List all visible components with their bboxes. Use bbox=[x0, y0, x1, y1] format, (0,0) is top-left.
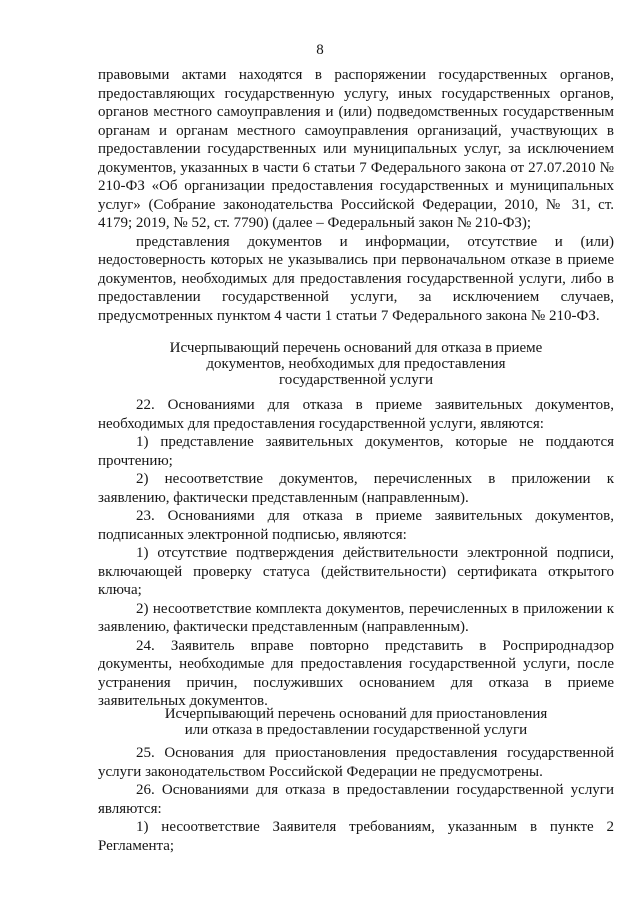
clause-22-item-1: 1) представление заявительных документов, которые не поддаются прочтению; bbox=[98, 434, 614, 469]
clause-22-item-2: 2) несоответствие документов, перечисленных в приложении к заявлению, фактически представленным (направленным). bbox=[98, 471, 614, 506]
page-number: 8 bbox=[316, 42, 324, 58]
heading-line: Исчерпывающий перечень оснований для приостановления bbox=[164, 706, 548, 722]
paragraph-block-2 bbox=[98, 396, 614, 711]
clause-26: 26. Основаниями для отказа в предоставлении государственной услуги являются: bbox=[98, 782, 614, 817]
clause-26-item-1: 1) несоответствие Заявителя требованиям, указанным в пункте 2 Регламента; bbox=[98, 819, 614, 854]
section-heading-refusal-acceptance bbox=[98, 340, 614, 388]
heading-line: государственной услуги bbox=[279, 372, 433, 388]
paragraph-legal-acts: правовыми актами находятся в распоряжении государственных органов, предоставляющих государственную услугу, иных государственных органов, органов местного самоуправления и (или) подведомственных государственным органам и органам местного самоуправления организаций, участвующих в предоставлении государственных или муниципальных услуг, за исключением документов, указанных в части 6 статьи 7 Федерального закона от 27.07.2010 № 210-ФЗ «Об организации предоставления государственных и муниципальных услуг» (Собрание законодательства Российской Федерации, 2010, № 31, ст. 4179; 2019, № 52, ст. 7790) (далее – Федеральный закон № 210-ФЗ); bbox=[98, 67, 614, 231]
clause-22: 22. Основаниями для отказа в приеме заявительных документов, необходимых для предоставления государственной услуги, являются: bbox=[98, 397, 614, 432]
heading-line: Исчерпывающий перечень оснований для отказа в приеме bbox=[169, 340, 543, 356]
clause-23: 23. Основаниями для отказа в приеме заявительных документов, подписанных электронной подписью, являются: bbox=[98, 508, 614, 543]
clause-25: 25. Основания для приостановления предоставления государственной услуги законодательством Российской Федерации не предусмотрены. bbox=[98, 745, 614, 780]
paragraph-block-1 bbox=[98, 66, 614, 325]
clause-24: 24. Заявитель вправе повторно представить в Росприроднадзор документы, необходимые для предоставления государственной услуги, после устранения причин, послуживших основанием для отказа в приеме заявительных документов. bbox=[98, 637, 614, 709]
clause-23-item-2: 2) несоответствие комплекта документов, перечисленных в приложении к заявлению, фактически представленным (направленным). bbox=[98, 600, 614, 635]
clause-23-item-1: 1) отсутствие подтверждения действительности электронной подписи, включающей проверку статуса (действительности) сертификата открытого ключа; bbox=[98, 545, 614, 598]
paragraph-documents-info: представления документов и информации, отсутствие и (или) недостоверность которых не указывались при первоначальном отказе в приеме документов, необходимых для предоставления государственной услуги, либо в предоставлении государственной услуги, за исключением случаев, предусмотренных пунктом 4 части 1 статьи 7 Федерального закона № 210-ФЗ. bbox=[98, 233, 614, 324]
paragraph-block-3 bbox=[98, 744, 614, 855]
section-heading-suspension-refusal bbox=[98, 706, 614, 738]
heading-line: документов, необходимых для предоставления bbox=[206, 356, 506, 372]
heading-line: или отказа в предоставлении государственной услуги bbox=[184, 722, 528, 738]
